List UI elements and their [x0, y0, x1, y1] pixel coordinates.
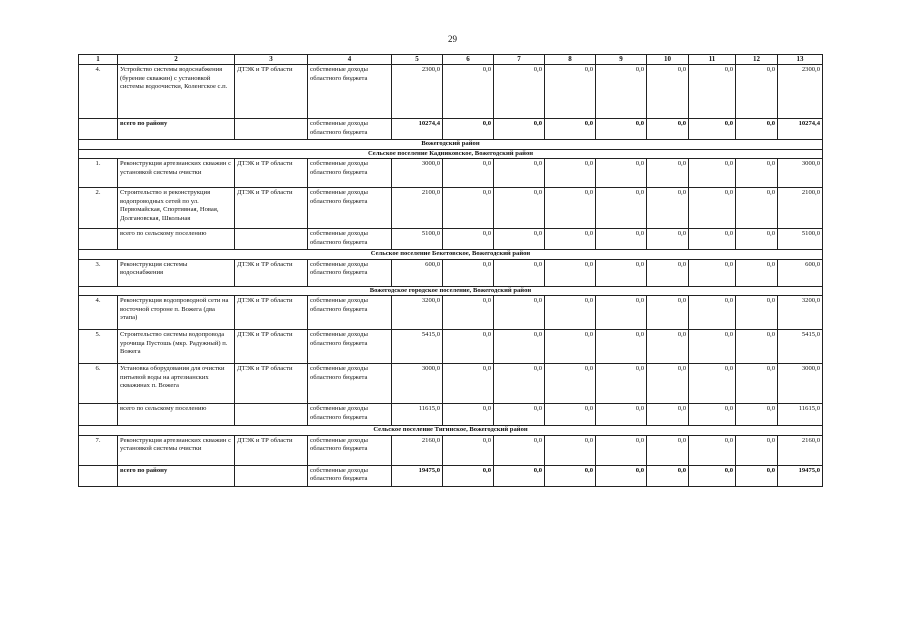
row-total-value: 3200,0	[778, 296, 823, 330]
total-row	[79, 119, 823, 140]
year-value: 0,0	[494, 435, 545, 465]
row-index	[79, 404, 118, 426]
executor: ДТЭК и ТР области	[235, 65, 308, 119]
year-value: 0,0	[443, 188, 494, 229]
column-number-header: 10	[647, 55, 689, 65]
total-label: всего по сельскому поселению	[118, 404, 235, 426]
year-value: 0,0	[647, 119, 689, 140]
year-value: 3000,0	[392, 159, 443, 188]
year-value: 10274,4	[392, 119, 443, 140]
year-value: 0,0	[545, 296, 596, 330]
year-value: 0,0	[736, 330, 778, 364]
column-number-header: 8	[545, 55, 596, 65]
year-value: 0,0	[596, 465, 647, 486]
total-label: всего по району	[118, 465, 235, 486]
year-value: 0,0	[596, 330, 647, 364]
executor: ДТЭК и ТР области	[235, 364, 308, 404]
row-index: 3.	[79, 259, 118, 286]
row-total-value: 2300,0	[778, 65, 823, 119]
year-value: 0,0	[647, 229, 689, 250]
year-value: 0,0	[596, 119, 647, 140]
funding-source: собственные доходы областного бюджета	[308, 188, 392, 229]
funding-source: собственные доходы областного бюджета	[308, 229, 392, 250]
row-total-value: 600,0	[778, 259, 823, 286]
measure-name: Устройство системы водоснабжения (бурение скважин) с установкой системы водоочистки, Коленгское с.п.	[118, 65, 235, 119]
program-budget-table	[78, 54, 823, 487]
year-value: 0,0	[596, 259, 647, 286]
section-title: Вожегодский район	[79, 140, 823, 150]
year-value: 0,0	[689, 259, 736, 286]
row-total-value: 3000,0	[778, 159, 823, 188]
section-title: Сельское поселение Кадниковское, Вожегодский район	[79, 149, 823, 159]
year-value: 0,0	[443, 465, 494, 486]
section-header-row	[79, 426, 823, 436]
row-total-value: 2100,0	[778, 188, 823, 229]
section-header-row	[79, 286, 823, 296]
measure-name: Строительство и реконструкция водопроводных сетей по ул. Первомайская, Спортивная, Новая, Долгановская, Школьная	[118, 188, 235, 229]
total-row	[79, 229, 823, 250]
year-value: 0,0	[736, 229, 778, 250]
year-value: 0,0	[689, 296, 736, 330]
year-value: 0,0	[545, 259, 596, 286]
row-index: 4.	[79, 65, 118, 119]
year-value: 0,0	[647, 404, 689, 426]
year-value: 0,0	[689, 229, 736, 250]
column-number-header: 12	[736, 55, 778, 65]
year-value: 2300,0	[392, 65, 443, 119]
table-row	[79, 65, 823, 119]
executor: ДТЭК и ТР области	[235, 159, 308, 188]
year-value: 5100,0	[392, 229, 443, 250]
year-value: 0,0	[596, 188, 647, 229]
year-value: 0,0	[736, 159, 778, 188]
table-header-row	[79, 55, 823, 65]
year-value: 0,0	[443, 259, 494, 286]
year-value: 0,0	[736, 465, 778, 486]
year-value: 0,0	[736, 65, 778, 119]
row-total-value: 5415,0	[778, 330, 823, 364]
measure-name: Реконструкция артезианских скважин с установкой системы очистки	[118, 159, 235, 188]
executor: ДТЭК и ТР области	[235, 296, 308, 330]
executor	[235, 404, 308, 426]
year-value: 0,0	[689, 330, 736, 364]
executor	[235, 119, 308, 140]
year-value: 0,0	[494, 65, 545, 119]
year-value: 0,0	[736, 296, 778, 330]
table-row	[79, 296, 823, 330]
year-value: 0,0	[689, 188, 736, 229]
measure-name: Реконструкция артезианских скважин с установкой системы очистки	[118, 435, 235, 465]
year-value: 0,0	[689, 119, 736, 140]
total-row	[79, 404, 823, 426]
year-value: 0,0	[494, 159, 545, 188]
year-value: 0,0	[443, 404, 494, 426]
year-value: 0,0	[443, 229, 494, 250]
row-total-value: 3000,0	[778, 364, 823, 404]
row-index	[79, 119, 118, 140]
year-value: 0,0	[443, 330, 494, 364]
year-value: 0,0	[443, 435, 494, 465]
column-number-header: 1	[79, 55, 118, 65]
year-value: 0,0	[596, 229, 647, 250]
section-header-row	[79, 250, 823, 260]
measure-name: Реконструкция водопроводной сети на восточной стороне п. Вожега (два этапа)	[118, 296, 235, 330]
executor: ДТЭК и ТР области	[235, 188, 308, 229]
year-value: 0,0	[494, 404, 545, 426]
year-value: 0,0	[596, 404, 647, 426]
year-value: 0,0	[689, 465, 736, 486]
year-value: 5415,0	[392, 330, 443, 364]
year-value: 0,0	[494, 229, 545, 250]
year-value: 0,0	[596, 364, 647, 404]
year-value: 0,0	[647, 364, 689, 404]
year-value: 0,0	[596, 159, 647, 188]
year-value: 0,0	[494, 296, 545, 330]
row-index	[79, 229, 118, 250]
total-label: всего по району	[118, 119, 235, 140]
year-value: 0,0	[647, 435, 689, 465]
row-index: 2.	[79, 188, 118, 229]
funding-source: собственные доходы областного бюджета	[308, 296, 392, 330]
row-total-value: 10274,4	[778, 119, 823, 140]
year-value: 0,0	[494, 259, 545, 286]
year-value: 0,0	[647, 296, 689, 330]
row-index: 1.	[79, 159, 118, 188]
row-total-value: 2160,0	[778, 435, 823, 465]
table-row	[79, 259, 823, 286]
year-value: 0,0	[689, 65, 736, 119]
year-value: 0,0	[689, 435, 736, 465]
section-title: Сельское поселение Бекетовское, Вожегодский район	[79, 250, 823, 260]
year-value: 0,0	[689, 364, 736, 404]
row-index: 4.	[79, 296, 118, 330]
year-value: 0,0	[545, 119, 596, 140]
year-value: 0,0	[494, 330, 545, 364]
year-value: 11615,0	[392, 404, 443, 426]
row-index	[79, 465, 118, 486]
year-value: 0,0	[545, 435, 596, 465]
year-value: 0,0	[545, 465, 596, 486]
year-value: 0,0	[596, 435, 647, 465]
row-index: 7.	[79, 435, 118, 465]
year-value: 0,0	[443, 364, 494, 404]
year-value: 0,0	[647, 259, 689, 286]
year-value: 0,0	[443, 159, 494, 188]
row-total-value: 5100,0	[778, 229, 823, 250]
executor	[235, 229, 308, 250]
column-number-header: 3	[235, 55, 308, 65]
year-value: 0,0	[494, 188, 545, 229]
year-value: 0,0	[494, 465, 545, 486]
section-title: Вожегодское городское поселение, Вожегодский район	[79, 286, 823, 296]
year-value: 0,0	[545, 364, 596, 404]
year-value: 0,0	[443, 119, 494, 140]
year-value: 0,0	[736, 188, 778, 229]
funding-source: собственные доходы областного бюджета	[308, 330, 392, 364]
column-number-header: 5	[392, 55, 443, 65]
section-title: Сельское поселение Тигинское, Вожегодский район	[79, 426, 823, 436]
year-value: 0,0	[647, 330, 689, 364]
year-value: 2160,0	[392, 435, 443, 465]
funding-source: собственные доходы областного бюджета	[308, 259, 392, 286]
total-label: всего по сельскому поселению	[118, 229, 235, 250]
year-value: 0,0	[443, 296, 494, 330]
table-row	[79, 159, 823, 188]
row-total-value: 11615,0	[778, 404, 823, 426]
section-header-row	[79, 149, 823, 159]
year-value: 0,0	[647, 65, 689, 119]
executor: ДТЭК и ТР области	[235, 435, 308, 465]
year-value: 0,0	[647, 188, 689, 229]
page-number: 29	[448, 34, 457, 44]
table-body	[79, 65, 823, 487]
year-value: 3000,0	[392, 364, 443, 404]
measure-name: Реконструкция системы водоснабжения	[118, 259, 235, 286]
column-number-header: 6	[443, 55, 494, 65]
year-value: 0,0	[545, 65, 596, 119]
funding-source: собственные доходы областного бюджета	[308, 65, 392, 119]
column-number-header: 4	[308, 55, 392, 65]
year-value: 0,0	[736, 259, 778, 286]
row-index: 6.	[79, 364, 118, 404]
table-row	[79, 364, 823, 404]
column-number-header: 13	[778, 55, 823, 65]
year-value: 0,0	[596, 296, 647, 330]
column-number-header: 7	[494, 55, 545, 65]
year-value: 0,0	[545, 229, 596, 250]
year-value: 0,0	[736, 435, 778, 465]
funding-source: собственные доходы областного бюджета	[308, 435, 392, 465]
table-row	[79, 330, 823, 364]
year-value: 0,0	[736, 119, 778, 140]
executor: ДТЭК и ТР области	[235, 330, 308, 364]
funding-source: собственные доходы областного бюджета	[308, 119, 392, 140]
year-value: 0,0	[689, 404, 736, 426]
funding-source: собственные доходы областного бюджета	[308, 404, 392, 426]
year-value: 0,0	[736, 404, 778, 426]
year-value: 0,0	[545, 330, 596, 364]
funding-source: собственные доходы областного бюджета	[308, 159, 392, 188]
column-number-header: 2	[118, 55, 235, 65]
row-index: 5.	[79, 330, 118, 364]
year-value: 0,0	[647, 159, 689, 188]
year-value: 0,0	[545, 159, 596, 188]
year-value: 0,0	[647, 465, 689, 486]
total-row	[79, 465, 823, 486]
funding-source: собственные доходы областного бюджета	[308, 465, 392, 486]
section-header-row	[79, 140, 823, 150]
table-row	[79, 435, 823, 465]
year-value: 2100,0	[392, 188, 443, 229]
year-value: 0,0	[545, 404, 596, 426]
year-value: 0,0	[494, 364, 545, 404]
year-value: 3200,0	[392, 296, 443, 330]
year-value: 0,0	[689, 159, 736, 188]
column-number-header: 9	[596, 55, 647, 65]
measure-name: Строительство системы водопровода урочища Пустошь (мкр. Радужный) п. Вожега	[118, 330, 235, 364]
year-value: 0,0	[494, 119, 545, 140]
year-value: 0,0	[545, 188, 596, 229]
year-value: 0,0	[596, 65, 647, 119]
row-total-value: 19475,0	[778, 465, 823, 486]
funding-source: собственные доходы областного бюджета	[308, 364, 392, 404]
year-value: 600,0	[392, 259, 443, 286]
executor	[235, 465, 308, 486]
executor: ДТЭК и ТР области	[235, 259, 308, 286]
column-number-header: 11	[689, 55, 736, 65]
year-value: 19475,0	[392, 465, 443, 486]
year-value: 0,0	[443, 65, 494, 119]
table-row	[79, 188, 823, 229]
year-value: 0,0	[736, 364, 778, 404]
measure-name: Установка оборудования для очистки питьевой воды на артезианских скважинах п. Вожега	[118, 364, 235, 404]
